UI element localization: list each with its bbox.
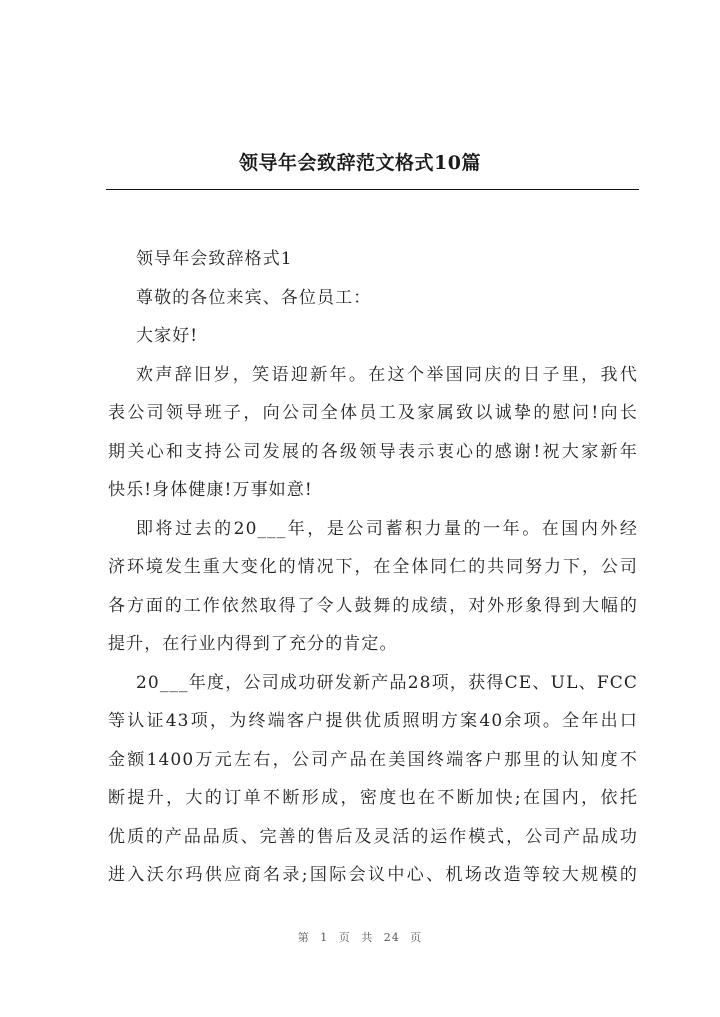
document-title: 领导年会致辞范文格式10篇 bbox=[239, 152, 481, 174]
paragraph-line: 期关心和支持公司发展的各级领导表示衷心的感谢!祝大家新年 bbox=[108, 441, 638, 462]
paragraph-line: 表公司领导班子，向公司全体员工及家属致以诚挚的慰问!向长 bbox=[108, 403, 638, 423]
paragraph-line: 欢声辞旧岁，笑语迎新年。在这个举国同庆的日子里，我代 bbox=[136, 364, 638, 385]
paragraph-line: 等认证43项，为终端客户提供优质照明方案40余项。全年出口 bbox=[108, 711, 638, 731]
paragraph-line: 金额1400万元左右，公司产品在美国终端客户那里的认知度不 bbox=[108, 749, 638, 770]
paragraph-line: 快乐!身体健康!万事如意! bbox=[108, 480, 313, 500]
paragraph-line: 断提升，大的订单不断形成，密度也在不断加快;在国内，依托 bbox=[108, 788, 638, 808]
paragraph-line: 即将过去的20___年，是公司蓄积力量的一年。在国内外经 bbox=[136, 518, 638, 539]
document-body bbox=[108, 240, 638, 895]
salutation: 尊敬的各位来宾、各位员工： bbox=[136, 287, 372, 308]
paragraph-line: 20___年度，公司成功研发新产品28项，获得CE、UL、FCC bbox=[136, 672, 638, 693]
section-heading: 领导年会致辞格式1 bbox=[136, 249, 293, 269]
greeting: 大家好! bbox=[136, 326, 199, 346]
paragraph-line: 各方面的工作依然取得了令人鼓舞的成绩，对外形象得到大幅的 bbox=[108, 595, 638, 616]
paragraph-line: 提升，在行业内得到了充分的肯定。 bbox=[108, 634, 398, 654]
paragraph-line: 优质的产品品质、完善的售后及灵活的运作模式，公司产品成功 bbox=[108, 826, 638, 847]
paragraph-line: 济环境发生重大变化的情况下，在全体同仁的共同努力下，公司 bbox=[108, 557, 638, 577]
page-number-footer: 第 1 页 共 24 页 bbox=[297, 931, 423, 944]
paragraph-line: 进入沃尔玛供应商名录;国际会议中心、机场改造等较大规模的 bbox=[108, 865, 638, 885]
title-divider bbox=[106, 189, 639, 190]
